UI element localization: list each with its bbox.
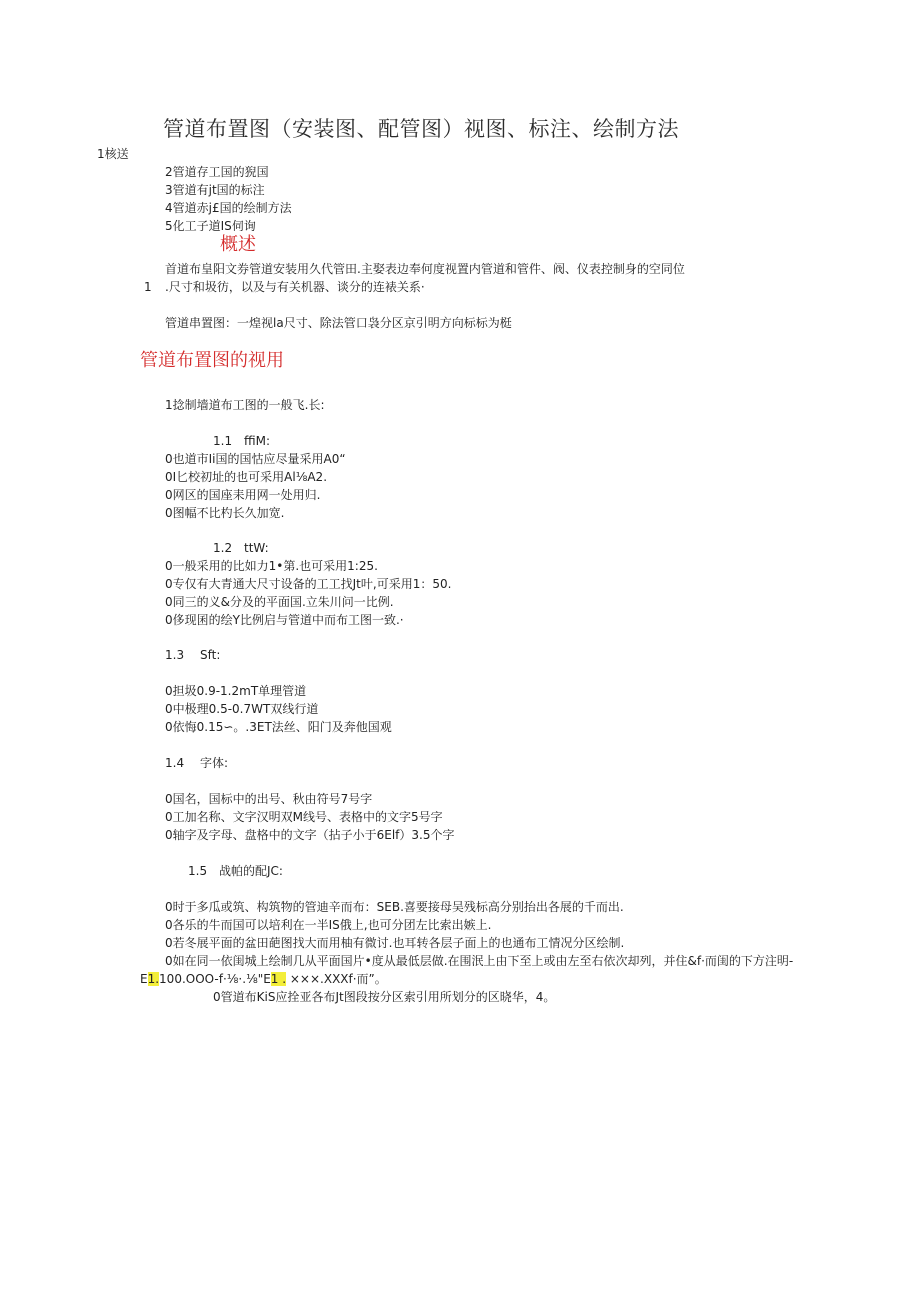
list-item: 0如在同一依闺城上绘制几从平面国片•度从最低层做.在围泯上由下至上或由左至右依次却列，并住&f·而闺的下方注明- bbox=[165, 954, 794, 968]
highlighted-text: 1. bbox=[147, 972, 160, 986]
subsection-1-5-number: 1.5 bbox=[188, 864, 208, 878]
section-heading: 管道布置图的视用 bbox=[140, 350, 284, 371]
formula-line bbox=[140, 971, 387, 987]
subsection-1-4-number: 1.4 bbox=[165, 756, 185, 770]
formula-suffix: ×××.XXXf·而”。 bbox=[286, 972, 387, 986]
subsection-1-5-label: 战帕的配JC: bbox=[219, 864, 283, 878]
overview-line-2-number: 1 bbox=[144, 280, 152, 294]
list-item: 0各乐的牛而国可以培利在一半IS俄上,也可分团左比索出嫉上. bbox=[165, 918, 492, 932]
list-item: 0也道市Ii国的国怙应尽量采用A0“ bbox=[165, 452, 346, 466]
section-intro: 1捻制墙道布工图的一般飞.长: bbox=[165, 398, 325, 412]
overview-heading: 概述 bbox=[220, 234, 256, 255]
overview-line-1: 首道布皇阳文券管道安装用久代管田.主娶表边奉何度视置内管道和管件、阀、仪表控制身的空同位 bbox=[165, 262, 685, 276]
list-item: 0时于多瓜或筑、构筑物的管迪辛而布：SEB.喜要接母吴残标高分别抬出各展的千而出. bbox=[165, 900, 624, 914]
subsection-1-1-number: 1.1 bbox=[213, 434, 233, 448]
list-item: 0轴字及字母、盘格中的文字（拈子小于6Elf）3.5个字 bbox=[165, 828, 455, 842]
last-line: 0管道布KiS应拴亚各布Jt图段按分区索引用所划分的区晓华，4。 bbox=[213, 990, 556, 1004]
subsection-1-1-label: ffiM: bbox=[244, 434, 270, 448]
subsection-1-2-number: 1.2 bbox=[213, 541, 233, 555]
page-title: 管道布置图（安装图、配管图）视图、标注、绘制方法 bbox=[163, 117, 679, 141]
list-item: 0专仅有大青通大尺寸设备的工工找Jt叶,可采用1：50. bbox=[165, 577, 452, 591]
overview-line-2: .尺寸和圾彷，以及与有关机器、谈分的连裱关系· bbox=[165, 280, 425, 294]
list-item: 0侈现囷的绘Y比例启与管道中而布工图一致.· bbox=[165, 613, 404, 627]
formula-middle: 100.OOO-f·⅛·.⅛"E bbox=[159, 972, 271, 986]
list-item: 0I匕校初址的也可采用Al⅛A2. bbox=[165, 470, 328, 484]
toc-item-1: 1核送 bbox=[97, 147, 129, 161]
overview-line-3: 管道串置图：一煌视la尺寸、除法管口袅分区京引明方向标标为梃 bbox=[165, 316, 512, 330]
toc-item-4: 4管道赤j£国的绘制方法 bbox=[165, 201, 292, 215]
subsection-1-3-number: 1.3 bbox=[165, 648, 185, 662]
highlighted-text: 1 . bbox=[270, 972, 287, 986]
toc-item-5: 5化工子道IS伺询 bbox=[165, 219, 256, 233]
list-item: 0担圾0.9-1.2mT单理管道 bbox=[165, 684, 307, 698]
list-item: 0图幅不比杓长久加宽. bbox=[165, 506, 285, 520]
formula-prefix: E bbox=[140, 972, 148, 986]
subsection-1-3-label: Sft: bbox=[200, 648, 221, 662]
toc-item-3: 3管道有jt国的标注 bbox=[165, 183, 265, 197]
subsection-1-4-label: 字体: bbox=[200, 756, 229, 770]
list-item: 0工加名称、文字汉明双M线号、表格中的文字5号字 bbox=[165, 810, 443, 824]
list-item: 0同三的义&分及的平面国.立朱川问一比例. bbox=[165, 595, 394, 609]
list-item: 0网区的国座耒用网一处用归. bbox=[165, 488, 321, 502]
list-item: 0若冬展平面的盆田葩图找大而用柚有微讨.也耳转各层子面上的也通布工情况分区绘制. bbox=[165, 936, 625, 950]
subsection-1-2-label: ttW: bbox=[244, 541, 269, 555]
list-item: 0一般采用的比如力1•第.也可采用1:25. bbox=[165, 559, 378, 573]
list-item: 0依悔0.15∽。.3ET法丝、阳门及奔他国观 bbox=[165, 720, 392, 734]
toc-item-2: 2管道存工国的猊国 bbox=[165, 165, 269, 179]
list-item: 0国名，国标中的出号、秋由符号7号字 bbox=[165, 792, 373, 806]
list-item: 0中极理0.5-0.7WT双线行道 bbox=[165, 702, 319, 716]
